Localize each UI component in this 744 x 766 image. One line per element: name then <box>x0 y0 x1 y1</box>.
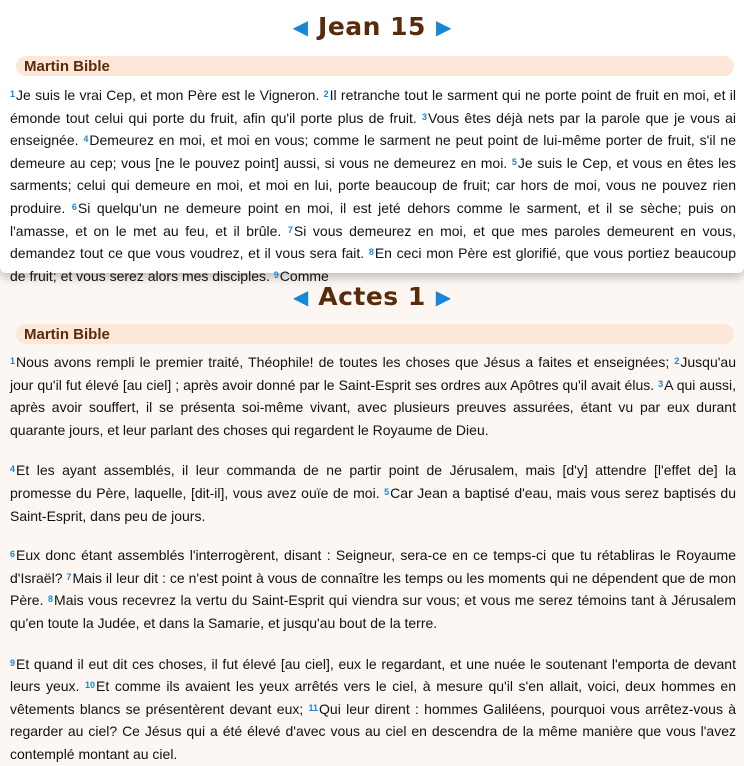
verse-text: Il retranche tout le sarment qui ne porte point de fruit en moi, et il émonde tout celui qui porte du fruit, afin qu'il porte plus de fruit. <box>10 87 736 126</box>
version-label: Martin Bible <box>24 57 110 75</box>
verse-text: Je suis le Cep, et vous en êtes les sarments; celui qui demeure en moi, et moi en lui, porte beaucoup de fruit; car hors de moi, vous ne pouvez rien produire. <box>10 154 737 216</box>
verse-number[interactable]: 6 <box>10 549 16 560</box>
verse-number[interactable]: 2 <box>674 356 680 366</box>
version-label: Martin Bible <box>24 325 110 343</box>
prev-chapter-arrow-icon[interactable]: ◀ <box>292 14 309 39</box>
verse-text: Eux donc étant assemblés l'interrogèrent, disant : Seigneur, sera-ce en ce temps-ci que tu rétabliras le Royaume d'Israël? <box>10 547 736 586</box>
verse-number[interactable]: 9 <box>10 657 16 668</box>
verse-text: Si quelqu'un ne demeure point en moi, il est jeté dehors comme le sarment, et il se sèche; puis on l'amasse, et on le met au feu, et il brûle. <box>10 199 736 239</box>
verse-number[interactable]: 4 <box>83 134 89 145</box>
verse-text: Comme <box>279 267 329 284</box>
verse-number[interactable]: 11 <box>308 702 319 713</box>
jean-chapter-header <box>0 12 744 41</box>
verse-paragraph <box>10 544 736 634</box>
verse-text: En ceci mon Père est glorifié, que vous portiez beaucoup de fruit; et vous serez alors mes disciples. <box>10 245 736 284</box>
verse-text: Qui leur dirent : hommes Galiléens, pourquoi vous arrêtez-vous à regarder au ciel? Ce Jésus qui a été élevé d'avec vous au ciel en descendra de la même manière que vous l'avez contemplé montant au ciel. <box>10 700 737 762</box>
chapter-title: Jean 15 <box>318 12 426 41</box>
verse-number[interactable]: 1 <box>10 89 16 99</box>
verse-text: Et comme ils avaient les yeux arrêtés vers le ciel, à mesure qu'il s'en allait, voici, deux hommes en vêtements blancs se présentèrent devant eux; <box>10 678 736 717</box>
verse-number[interactable]: 4 <box>10 464 16 475</box>
verse-text: Jusqu'au jour qu'il fut élevé [au ciel] ; après avoir donné par le Saint-Esprit ses ordres aux Apôtres qu'il avait élus. <box>10 354 736 393</box>
jean-verses-text <box>10 84 736 287</box>
verse-text: Et quand il eut dit ces choses, il fut élevé [au ciel], eux le regardant, et une nuée le soutenant l'emporta de devant leurs yeux. <box>10 655 736 695</box>
verse-number[interactable]: 3 <box>422 111 428 122</box>
jean-15-card <box>0 0 744 284</box>
verse-number[interactable]: 3 <box>658 378 664 389</box>
next-chapter-arrow-icon[interactable]: ▶ <box>435 14 452 39</box>
verse-paragraph <box>10 459 736 527</box>
verse-text: Et les ayant assemblés, il leur commanda de ne partir point de Jérusalem, mais [d'y] attendre [l'effet de] la promesse du Père, laquelle, [dit-il], vous avez ouïe de moi. <box>10 462 736 501</box>
verse-text: A qui aussi, après avoir souffert, il se présenta soi-même vivant, avec plusieurs preuves assurées, étant vu par eux durant quarante jours, et leur parlant des choses qui regardent le Royaume de Dieu. <box>10 376 736 438</box>
verse-number[interactable]: 1 <box>10 356 16 366</box>
verse-paragraph <box>10 653 736 766</box>
verse-number[interactable]: 6 <box>71 201 77 212</box>
verse-text: Car Jean a baptisé d'eau, mais vous serez baptisés du Saint-Esprit, dans peu de jours. <box>10 484 736 524</box>
verse-number[interactable]: 5 <box>384 486 390 497</box>
verse-number[interactable]: 10 <box>85 680 96 691</box>
verse-text: Si vous demeurez en moi, et que mes paroles demeurent en vous, demandez tout ce que vous voudrez, et il vous sera fait. <box>10 222 736 262</box>
verse-number[interactable]: 7 <box>66 571 72 582</box>
chapter-title: Actes 1 <box>318 282 426 311</box>
verse-text: Je suis le vrai Cep, et mon Père est le Vigneron. <box>16 87 324 103</box>
actes-verses-text <box>10 351 736 766</box>
verse-number[interactable]: 9 <box>273 269 279 280</box>
version-bar <box>16 324 734 344</box>
verse-number[interactable]: 8 <box>368 247 374 258</box>
verse-number[interactable]: 2 <box>323 89 329 99</box>
verse-paragraph <box>10 84 736 287</box>
version-bar <box>16 56 734 76</box>
verse-number[interactable]: 8 <box>48 594 54 605</box>
verse-text: Demeurez en moi, et moi en vous; comme le sarment ne peut point de lui-même porter de fruit, s'il ne demeure au cep; vous [ne le pouvez point] aussi, si vous ne demeurez en moi. <box>10 132 736 171</box>
verse-text: Vous êtes déjà nets par la parole que je vous ai enseignée. <box>10 109 736 149</box>
prev-chapter-arrow-icon[interactable]: ◀ <box>292 284 309 309</box>
verse-number[interactable]: 7 <box>287 224 293 235</box>
next-chapter-arrow-icon[interactable]: ▶ <box>435 284 452 309</box>
verse-text: Nous avons rempli le premier traité, Théophile! de toutes les choses que Jésus a faites et enseignées; <box>16 354 675 370</box>
verse-text: Mais il leur dit : ce n'est point à vous de connaître les temps ou les moments qui ne dépendent que de mon Père. <box>10 569 736 609</box>
verse-number[interactable]: 5 <box>511 156 517 167</box>
verse-text: Mais vous recevrez la vertu du Saint-Esprit qui viendra sur vous; et vous me serez témoins tant à Jérusalem qu'en toute la Judée, et dans la Samarie, et jusqu'au bout de la terre. <box>10 592 736 631</box>
verse-paragraph <box>10 351 736 441</box>
